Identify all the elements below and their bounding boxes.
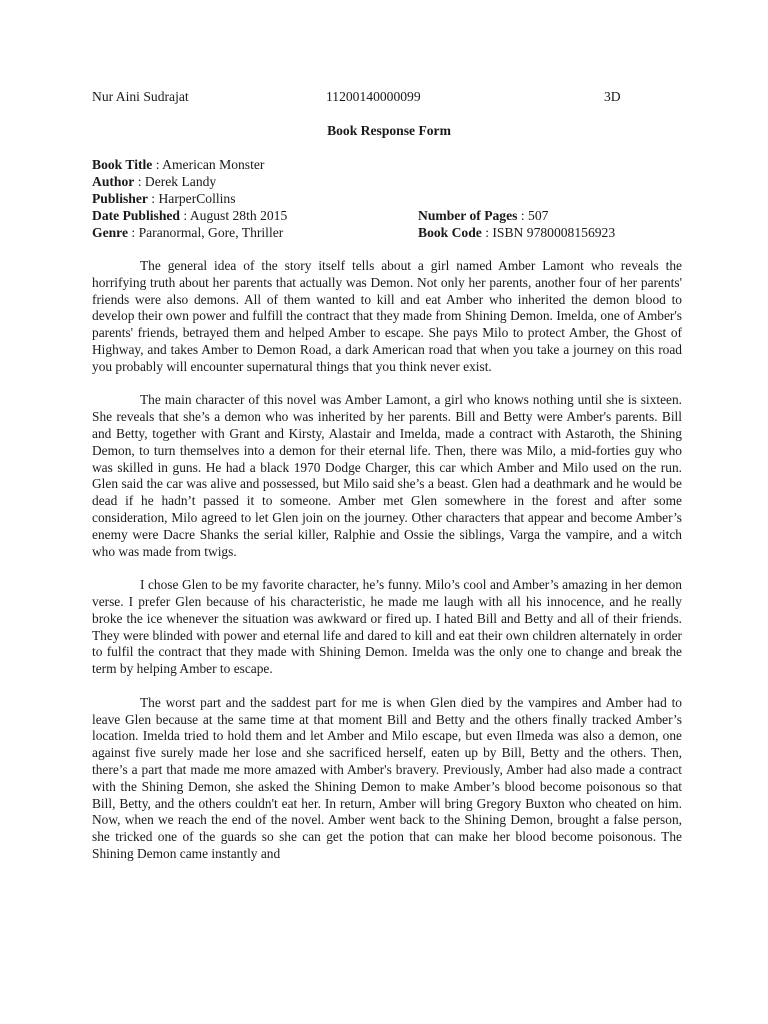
paragraph-favorite-character: I chose Glen to be my favorite character, he’s funny. Milo’s cool and Amber’s amazing in her demon verse. I prefer Glen because of his characteristic, he made me laugh with all his innocence, and he really broke the ice whenever the situation was awkward or fired up. I hated Bill and Betty and all of their friends. They were blinded with power and eternal life and dared to kill and eat their own children alternately in order to fulfil the contract that they made with Shining Demon. Imelda was the only one to change and break the term by helping Amber to escape. (92, 577, 682, 677)
student-class: 3D (604, 89, 621, 104)
book-title-label: Book Title (92, 157, 153, 172)
student-id: 11200140000099 (326, 89, 421, 104)
pages-label: Number of Pages (418, 208, 518, 223)
separator: : (128, 225, 139, 240)
student-name: Nur Aini Sudrajat (92, 89, 189, 104)
meta-row-publisher (92, 190, 682, 207)
separator: : (517, 208, 529, 223)
author-label: Author (92, 174, 135, 189)
meta-row-date-pages (92, 207, 682, 224)
book-title-value: American Monster (162, 157, 265, 172)
publisher-label: Publisher (92, 191, 148, 206)
genre-value: Paranormal, Gore, Thriller (138, 225, 284, 240)
meta-row-title (92, 156, 682, 173)
separator: : (134, 174, 145, 189)
book-code-label: Book Code (418, 225, 482, 240)
meta-row-author (92, 173, 682, 190)
separator: : (481, 225, 493, 240)
separator: : (152, 157, 163, 172)
author-value: Derek Landy (144, 174, 217, 189)
response-body (92, 258, 682, 863)
meta-row-genre-code (92, 224, 682, 241)
book-meta (92, 156, 682, 241)
publisher-value: HarperCollins (158, 191, 236, 206)
book-code-value: ISBN 9780008156923 (492, 225, 616, 240)
separator: : (147, 191, 159, 206)
paragraph-main-character: The main character of this novel was Amber Lamont, a girl who knows nothing until she is sixteen. She reveals that she’s a demon who was inherited by her parents. Bill and Betty were Amber's parents. Bill and Betty, together with Grant and Kirsty, Alastair and Imelda, made a contract with Astaroth, the Shining Demon, to turn themselves into a demon for their eternal life. Then, there was Milo, a mid-forties guy who was skilled in guns. He had a black 1970 Dodge Charger, this car which Amber and Milo used on the run. Glen said the car was alive and possessed, but Milo said she’s a beast. Glen had a deathmark and he would be dead if he hadn’t passed it to someone. Amber met Glen somewhere in the forest and after some consideration, Milo agreed to let Glen join on the journey. Other characters that appear and become Amber’s enemy were Dacre Shanks the serial killer, Ralphie and Ossie the siblings, Varga the vampire, and a witch who was made from twigs. (92, 392, 682, 559)
date-published-label: Date Published (92, 208, 180, 223)
separator: : (180, 208, 190, 223)
student-header (92, 88, 682, 105)
paragraph-general-idea: The general idea of the story itself tells about a girl named Amber Lamont who reveals the horrifying truth about her parents that actually was Demon. Not only her parents, another four of her parents' friends were also demons. All of them wanted to kill and eat Amber who inherited the demon blood to develop their own power and fulfill the contract that they made from Shining Demon. Imelda, one of Amber's parents' friends, betrayed them and helped Amber to escape. She pays Milo to protect Amber, the Ghost of Highway, and takes Amber to Demon Road, a dark American road that when you take a journey on this road you probably will encounter supernatural things that you think never exist. (92, 258, 682, 374)
form-title: Book Response Form (327, 123, 451, 138)
pages-value: 507 (528, 208, 549, 223)
genre-label: Genre (92, 225, 128, 240)
paragraph-worst-part: The worst part and the saddest part for me is when Glen died by the vampires and Amber had to leave Glen because at the same time at that moment Bill and Betty and the others finally tracked Amber’s location. Imelda tried to hold them and let Amber and Milo escape, but even Ilmeda was also a demon, one against five surely made her lose and she sacrificed herself, eaten up by Bill, Betty and the others. Then, there’s a part that made me more amazed with Amber's bravery. Previously, Amber had also made a contract with the Shining Demon, she asked the Shining Demon to make Amber’s blood become poisonous so that Bill, Betty, and the others couldn't eat her. In return, Amber will bring Gregory Buxton who cheated on him. Now, when we reach the end of the novel. Amber went back to the Shining Demon, brought a false person, she tricked one of the guards so she can get the potion that can make her blood become poisonous. The Shining Demon came instantly and (92, 694, 682, 861)
date-published-value: August 28th 2015 (189, 208, 288, 223)
